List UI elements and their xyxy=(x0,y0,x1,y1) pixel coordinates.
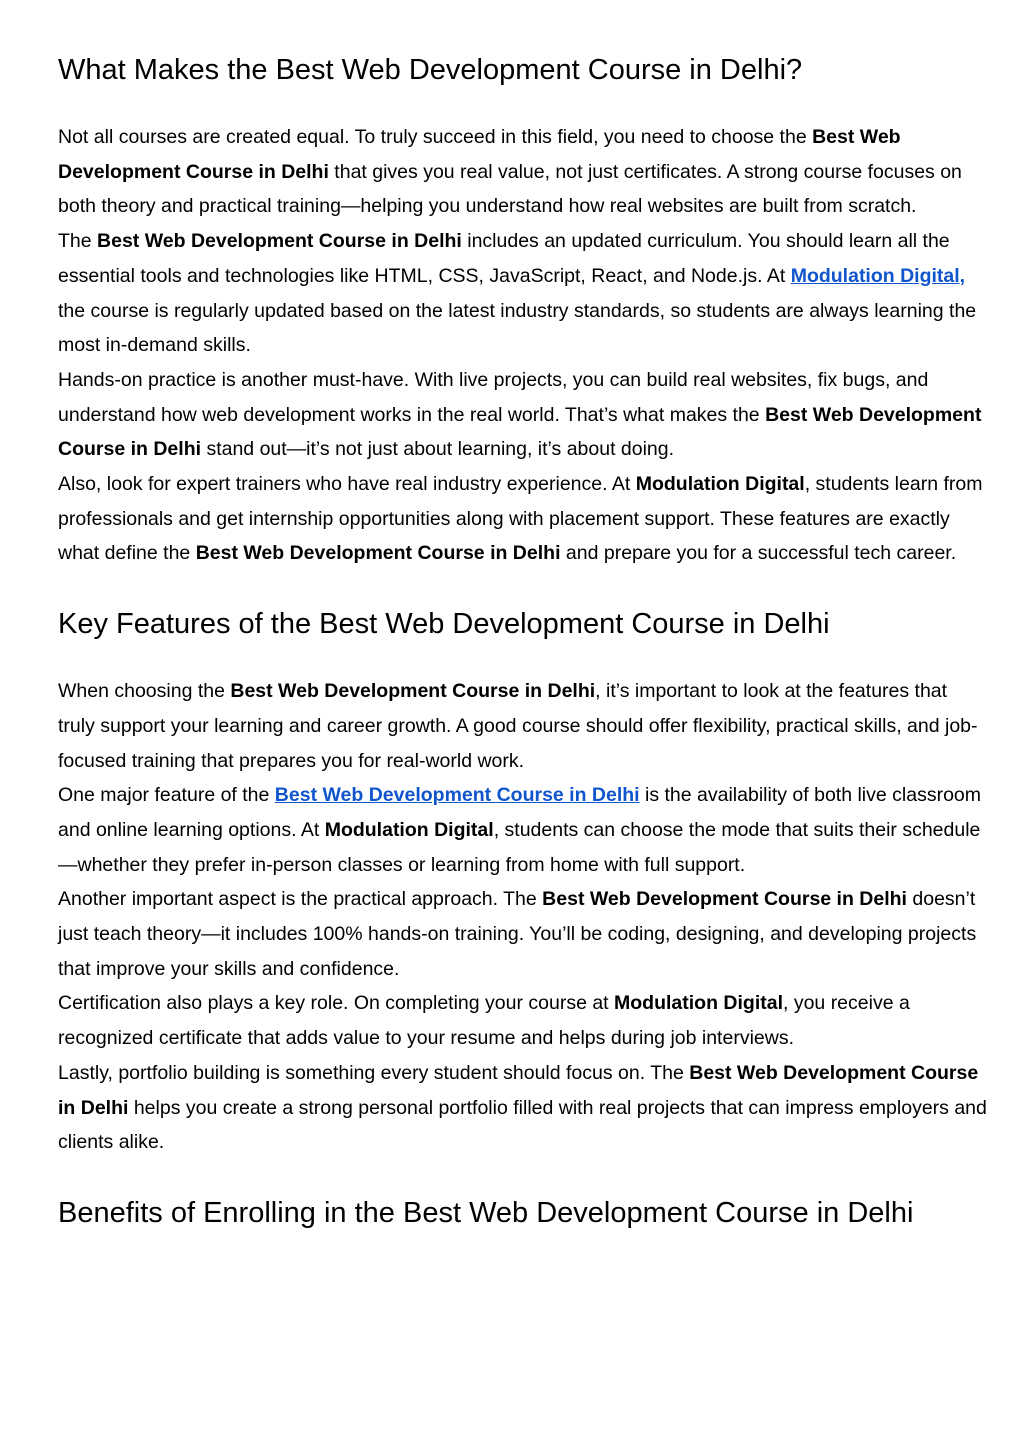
text-run: , students can choose the mode that suits their schedule—whether they prefer in-person classes or learning from home with full support. xyxy=(58,818,981,876)
bold-text: Modulation Digital xyxy=(614,992,783,1015)
paragraph xyxy=(58,986,988,1055)
text-run: includes an updated curriculum. You should learn all the essential tools and technologies like HTML, CSS, JavaScript, React, and Node.js. At xyxy=(58,230,950,287)
paragraph xyxy=(58,224,988,363)
paragraph xyxy=(58,1056,988,1160)
bold-text: Best Web Development Course in Delhi xyxy=(58,1061,979,1119)
bold-text: Best Web Development Course in Delhi xyxy=(195,542,561,565)
text-run: doesn’t just teach theory—it includes 100% hands-on training. You’ll be coding, designing, and developing projects that improve your skills and confidence. xyxy=(58,888,977,980)
paragraph xyxy=(58,882,988,986)
text-run: stand out—it’s not just about learning, it’s about doing. xyxy=(201,438,675,461)
inline-link[interactable]: Modulation Digital, xyxy=(790,264,966,287)
section-heading-benefits: Benefits of Enrolling in the Best Web Development Course in Delhi xyxy=(58,1196,914,1229)
paragraph xyxy=(58,778,988,882)
text-run: One major feature of the xyxy=(58,784,275,807)
text-run: Lastly, portfolio building is something every student should focus on. The xyxy=(58,1061,690,1084)
text-run: , students learn from professionals and get internship opportunities along with placement support. These features are exactly what define the xyxy=(58,473,983,565)
bold-text: Best Web Development Course in Delhi xyxy=(97,230,462,253)
section-body-key-features xyxy=(58,674,988,1160)
bold-text: Best Web Development Course in Delhi xyxy=(58,403,982,461)
text-run: is the availability of both live classroom and online learning options. At xyxy=(58,784,981,841)
paragraph xyxy=(58,363,988,467)
document-page xyxy=(58,0,988,1231)
section-heading-what-makes: What Makes the Best Web Development Course in Delhi? xyxy=(58,54,803,86)
paragraph xyxy=(58,467,988,571)
text-run: When choosing the xyxy=(58,680,231,703)
paragraph xyxy=(58,674,988,778)
text-run: that gives you real value, not just certificates. A strong course focuses on both theory and practical training—helping you understand how real websites are built from scratch. xyxy=(58,160,962,218)
paragraph xyxy=(58,120,988,224)
text-run: Certification also plays a key role. On completing your course at xyxy=(58,992,615,1015)
text-run: Another important aspect is the practical approach. The xyxy=(58,888,543,911)
bold-text: Best Web Development Course in Delhi xyxy=(542,888,907,911)
text-run: The xyxy=(58,230,98,253)
text-run: Not all courses are created equal. To truly succeed in this field, you need to choose the xyxy=(58,126,813,148)
bold-text: Best Web Development Course in Delhi xyxy=(58,126,901,183)
bold-text: Modulation Digital xyxy=(635,473,805,496)
section-heading-key-features: Key Features of the Best Web Development Course in Delhi xyxy=(58,608,830,641)
text-run: helps you create a strong personal portfolio filled with real projects that can impress employers and clients alike. xyxy=(58,1096,987,1154)
text-run: the course is regularly updated based on the latest industry standards, so students are always learning the most in-demand skills. xyxy=(58,299,977,357)
text-run: , you receive a recognized certificate that adds value to your resume and helps during job interviews. xyxy=(58,992,910,1050)
text-run: Hands-on practice is another must-have. With live projects, you can build real websites, fix bugs, and understand how web development works in the real world. That’s what makes the xyxy=(58,368,929,426)
text-run: Also, look for expert trainers who have real industry experience. At xyxy=(58,473,636,496)
section-body-what-makes xyxy=(58,120,988,571)
text-run: and prepare you for a successful tech career. xyxy=(560,542,957,565)
bold-text: Modulation Digital xyxy=(324,818,494,841)
text-run: , it’s important to look at the features that truly support your learning and career growth. A good course should offer flexibility, practical skills, and job-focused training that prepares you for real-world work. xyxy=(58,680,978,772)
bold-text: Best Web Development Course in Delhi xyxy=(230,680,596,703)
inline-link[interactable]: Best Web Development Course in Delhi xyxy=(274,784,640,807)
